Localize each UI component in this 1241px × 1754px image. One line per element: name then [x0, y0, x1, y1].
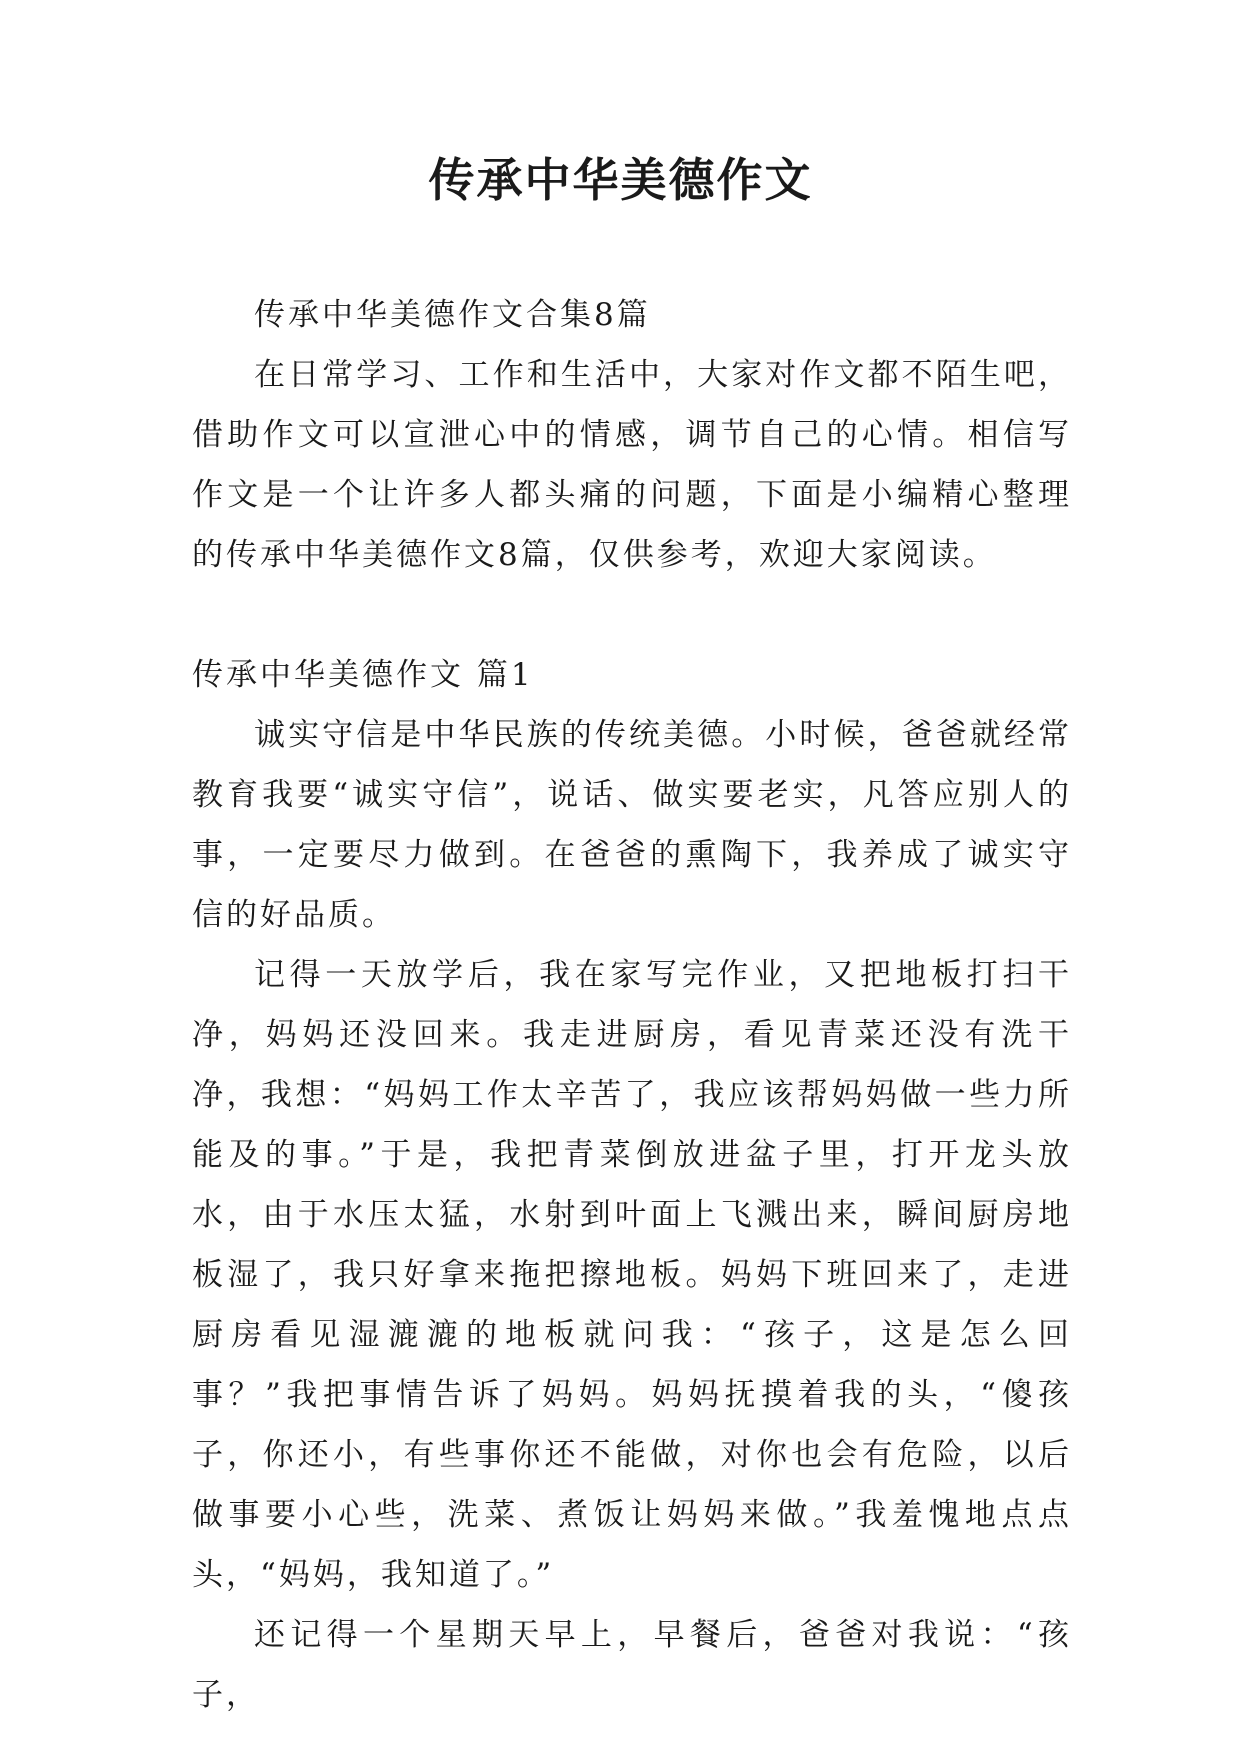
- collection-subtitle: 传承中华美德作文合集8篇: [254, 297, 651, 333]
- document-title: 传承中华美德作文: [428, 153, 813, 207]
- body-paragraph-1: 诚实守信是中华民族的传统美德。小时候，爸爸就经常教育我要“诚实守信”，说话、做实要老实，凡答应别人的事，一定要尽力做到。在爸爸的熏陶下，我养成了诚实守信的好品质。: [192, 717, 1072, 933]
- section-spacer: [192, 585, 1072, 645]
- body-paragraph-2: 记得一天放学后，我在家写完作业，又把地板打扫干净，妈妈还没回来。我走进厨房，看见青菜还没有洗干净，我想：“妈妈工作太辛苦了，我应该帮妈妈做一些力所能及的事。”于是，我把青菜倒放进盆子里，打开龙头放水，由于水压太猛，水射到叶面上飞溅出来，瞬间厨房地板湿了，我只好拿来拖把擦地板。妈妈下班回来了，走进厨房看见湿漉漉的地板就问我：“孩子，这是怎么回事？”我把事情告诉了妈妈。妈妈抚摸着我的头，“傻孩子，你还小，有些事你还不能做，对你也会有危险，以后做事要小心些，洗菜、煮饭让妈妈来做。”我羞愧地点点头，“妈妈，我知道了。”: [192, 957, 1072, 1593]
- document-body: [192, 285, 1072, 1725]
- section-heading: 传承中华美德作文 篇1: [192, 657, 534, 693]
- body-paragraph-3: 还记得一个星期天早上，早餐后，爸爸对我说：“孩子，: [192, 1617, 1072, 1713]
- intro-paragraph: 在日常学习、工作和生活中，大家对作文都不陌生吧，借助作文可以宣泄心中的情感，调节自己的心情。相信写作文是一个让许多人都头痛的问题，下面是小编精心整理的传承中华美德作文8篇，仅供参考，欢迎大家阅读。: [192, 357, 1072, 573]
